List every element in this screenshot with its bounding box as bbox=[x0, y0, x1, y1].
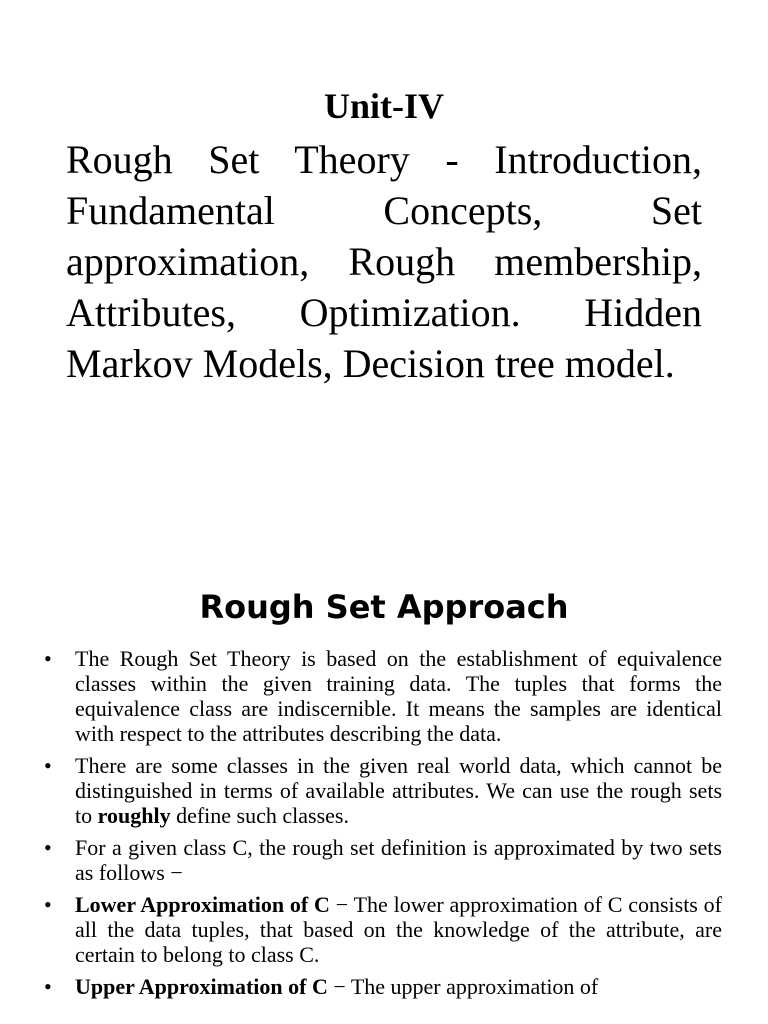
bullet-item-3 bbox=[44, 835, 722, 885]
bullet-text: There are some classes in the given real world data, which cannot be distinguished in terms of available attributes. We can use the rough sets to bbox=[75, 753, 722, 828]
bullet-icon: • bbox=[44, 835, 52, 860]
bullet-icon: • bbox=[44, 974, 52, 999]
bullet-text-cont: define such classes. bbox=[170, 803, 349, 828]
bullet-bold-term: Lower Approximation of C bbox=[75, 892, 330, 917]
bullet-text: − The lower approximation of C consists of all the data tuples, that based on the knowledge of the attribute, are certain to belong to class C. bbox=[75, 892, 723, 967]
section-title: Rough Set Approach bbox=[199, 588, 569, 626]
bullet-text: The Rough Set Theory is based on the establishment of equivalence classes within the given training data. The tuples that forms the equivalence class are indiscernible. It means the samples are identical with respect to the attributes describing the data. bbox=[75, 646, 722, 746]
bullet-icon: • bbox=[44, 892, 52, 917]
slide-rough-set-approach bbox=[0, 560, 768, 1024]
bullet-bold-term: Upper Approximation of C bbox=[75, 974, 328, 999]
bullet-text: For a given class C, the rough set definition is approximated by two sets as follows − bbox=[75, 835, 722, 885]
unit-title: Unit-IV bbox=[323, 86, 444, 126]
bullet-item-2 bbox=[44, 753, 722, 828]
bullet-icon: • bbox=[44, 753, 52, 778]
unit-topics: Rough Set Theory - Introduction, Fundamental Concepts, Set approximation, Rough membership, Attributes, Optimization. Hidden Markov Models, Decision tree model. bbox=[66, 137, 702, 386]
bullet-icon: • bbox=[44, 646, 52, 671]
bullet-item-1 bbox=[44, 646, 722, 746]
bullet-text: − The upper approximation of bbox=[327, 974, 599, 999]
bullet-item-5 bbox=[44, 974, 722, 999]
bullet-bold-term: roughly bbox=[97, 803, 171, 828]
bullet-list bbox=[44, 646, 722, 1006]
bullet-item-4 bbox=[44, 892, 722, 967]
